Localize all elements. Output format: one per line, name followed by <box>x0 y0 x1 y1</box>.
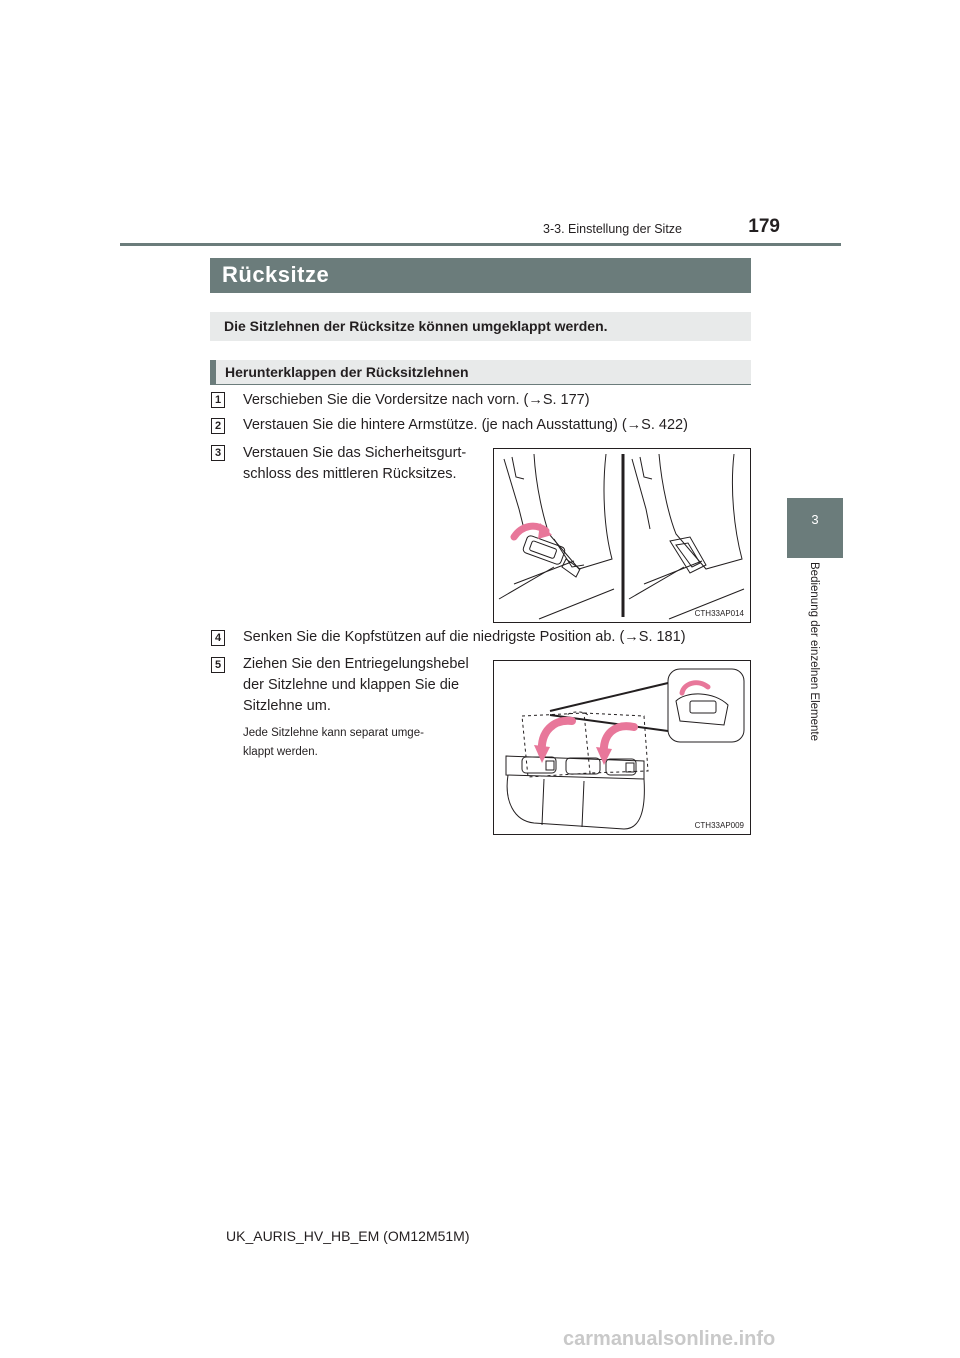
step-3-line-2: schloss des mittleren Rücksitzes. <box>243 466 457 482</box>
figure-code-2: CTH33AP009 <box>694 821 744 830</box>
step-5-note <box>243 724 478 762</box>
chapter-tab <box>787 498 843 558</box>
subheading-accent <box>210 360 216 385</box>
step-number-1: 1 <box>211 392 225 408</box>
page-number: 179 <box>748 216 780 237</box>
header-rule <box>120 243 841 246</box>
step-number-5: 5 <box>211 657 225 673</box>
step-text-1: Verschieben Sie die Vordersitze nach vorn. (→S. 177) <box>243 392 590 408</box>
seatbelt-buckle-illustration <box>494 449 750 622</box>
figure-fold-seatback <box>493 660 751 835</box>
step-text-4: Senken Sie die Kopfstützen auf die niedrigste Position ab. (→S. 181) <box>243 629 686 645</box>
release-arrow-icon <box>682 683 708 693</box>
step-3-line-1: Verstauen Sie das Sicherheitsgurt- <box>243 445 467 461</box>
step-text-5 <box>243 654 478 717</box>
step-5-note-line-1: Jede Sitzlehne kann separat umge- <box>243 727 424 739</box>
footer-code: UK_AURIS_HV_HB_EM (OM12M51M) <box>226 1228 470 1244</box>
step-text-3 <box>243 443 478 485</box>
chapter-number: 3 <box>811 512 819 527</box>
page-title: Rücksitze <box>222 262 330 287</box>
step-number-2: 2 <box>211 418 225 434</box>
figure-code-1: CTH33AP014 <box>694 609 744 618</box>
step-5-line-3: Sitzlehne um. <box>243 698 331 714</box>
intro-text: Die Sitzlehnen der Rücksitze können umgeklappt werden. <box>224 318 608 334</box>
figure-seatbelt-buckle <box>493 448 751 623</box>
step-5-note-line-2: klappt werden. <box>243 746 318 758</box>
step-number-4: 4 <box>211 630 225 646</box>
chapter-title: Bedienung der einzelnen Elemente <box>808 562 820 742</box>
step-number-3: 3 <box>211 445 225 461</box>
step-5-line-2: der Sitzlehne und klappen Sie die <box>243 677 460 693</box>
step-text-2: Verstauen Sie die hintere Armstütze. (je nach Ausstattung) (→S. 422) <box>243 417 688 433</box>
subheading: Herunterklappen der Rücksitzlehnen <box>225 364 469 380</box>
watermark: carmanualsonline.info <box>563 1328 776 1350</box>
section-label: 3-3. Einstellung der Sitze <box>543 222 682 236</box>
chapter-title-vertical <box>790 562 840 777</box>
step-5-line-1: Ziehen Sie den Entriegelungshebel <box>243 656 469 672</box>
fold-seatback-illustration <box>494 661 750 834</box>
